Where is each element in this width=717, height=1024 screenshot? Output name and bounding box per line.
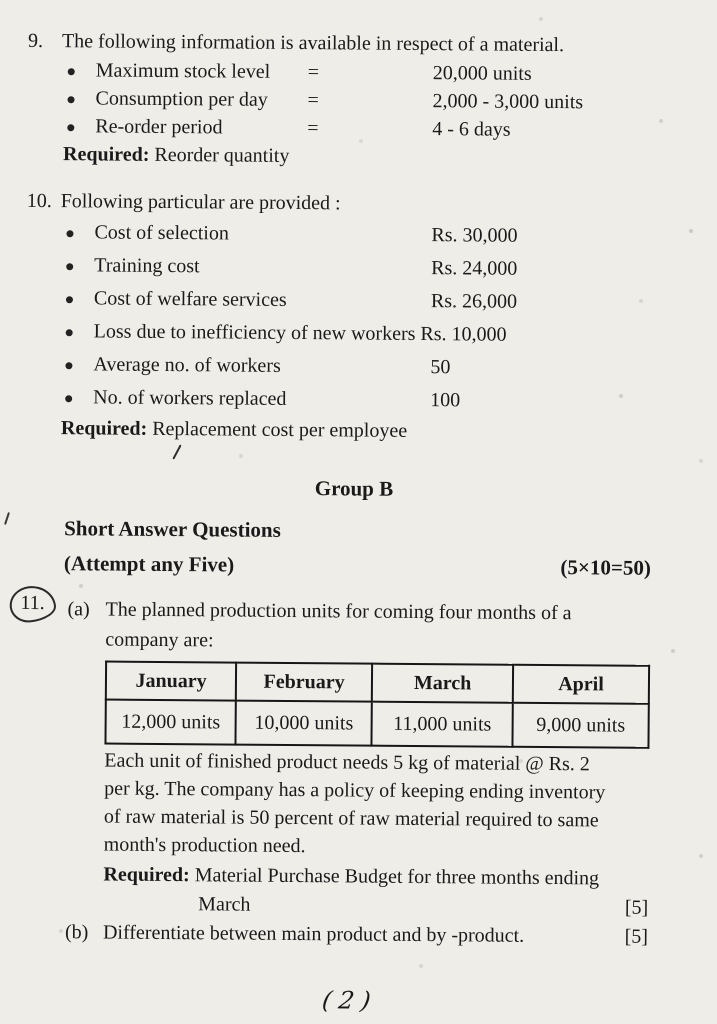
table-cell-march-units: 11,000 units xyxy=(372,702,514,747)
list-item xyxy=(60,216,685,254)
circled-question-number xyxy=(8,583,58,624)
equals-sign: = xyxy=(307,89,319,112)
part-a-intro-line1: The planned production units for coming four months of a xyxy=(105,598,572,625)
question-9-bullet-list xyxy=(61,56,687,145)
section-heading: Short Answer Questions xyxy=(64,516,281,542)
item-value: Rs. 24,000 xyxy=(431,257,518,280)
question-10-intro: Following particular are provided : xyxy=(60,190,341,215)
item-value: 20,000 units xyxy=(432,62,532,85)
required-text-line2: March xyxy=(198,893,251,916)
item-value: Rs. 26,000 xyxy=(430,290,518,313)
table-row xyxy=(105,700,648,748)
item-label: Loss due to inefficiency of new workers Rs. 10,000 xyxy=(93,320,507,346)
item-label: No. of workers replaced xyxy=(93,386,287,410)
item-value: 100 xyxy=(430,389,461,412)
required-label: Required: xyxy=(60,417,148,440)
list-item xyxy=(59,381,684,419)
table-header-march: March xyxy=(372,664,513,703)
paragraph-line: Each unit of finished product needs 5 kg of material @ Rs. 2 xyxy=(104,749,590,776)
question-9-intro: The following information is available in respect of a material. xyxy=(61,30,565,57)
table-header-february: February xyxy=(236,663,372,702)
question-11 xyxy=(20,591,683,951)
bullet-icon xyxy=(66,263,73,270)
list-item xyxy=(60,282,685,320)
paragraph-line: month's production need. xyxy=(103,833,306,858)
paragraph-line: per kg. The company has a policy of keeping ending inventory xyxy=(104,777,606,804)
list-item xyxy=(60,315,685,353)
item-value: 2,000 - 3,000 units xyxy=(432,90,584,114)
marks-scheme: (5×10=50) xyxy=(560,555,651,580)
table-cell-january-units: 12,000 units xyxy=(105,700,236,745)
question-10-required xyxy=(61,414,684,447)
item-label: Training cost xyxy=(94,254,200,278)
part-a-intro-line2: company are: xyxy=(105,628,214,652)
question-9-number: 9. xyxy=(27,29,44,53)
part-b-label: (b) xyxy=(64,921,89,944)
question-11-number: 11. xyxy=(20,591,45,615)
attempt-note: (Attempt any Five) xyxy=(63,551,235,577)
item-label: Average no. of workers xyxy=(93,353,281,377)
question-10-bullet-list xyxy=(59,216,686,419)
part-b-marks: [5] xyxy=(624,925,649,948)
list-item xyxy=(60,249,685,287)
table-cell-february-units: 10,000 units xyxy=(236,701,372,746)
bullet-icon xyxy=(68,68,75,75)
paragraph-line: of raw material is 50 percent of raw material required to same xyxy=(103,805,599,832)
table-header-row xyxy=(106,662,649,704)
part-b-text: Differentiate between main product and by -product. xyxy=(102,921,525,947)
required-text: Reorder quantity xyxy=(149,143,290,167)
bullet-icon xyxy=(65,362,72,369)
part-b-row xyxy=(65,918,648,951)
table-header-april: April xyxy=(513,665,649,704)
required-text: Replacement cost per employee xyxy=(147,417,408,442)
bullet-icon xyxy=(66,230,73,237)
part-a-paragraph xyxy=(104,747,682,864)
list-item xyxy=(59,348,684,386)
production-table xyxy=(104,661,650,749)
question-11-body xyxy=(65,594,683,951)
question-10-number: 10. xyxy=(26,189,52,213)
item-label: Cost of selection xyxy=(94,221,230,245)
bullet-icon xyxy=(68,96,75,103)
attempt-note-row xyxy=(64,548,651,583)
part-a-marks: [5] xyxy=(624,896,649,919)
table-cell-april-units: 9,000 units xyxy=(513,703,649,748)
group-b-title: Group B xyxy=(314,476,394,501)
item-value: Rs. 30,000 xyxy=(431,224,518,247)
item-label: Cost of welfare services xyxy=(93,287,287,311)
part-a-label: (a) xyxy=(67,598,90,621)
bullet-icon xyxy=(65,395,72,402)
part-a-required xyxy=(103,861,680,894)
item-value: 4 - 6 days xyxy=(432,118,511,141)
equals-sign: = xyxy=(307,61,320,84)
item-label: Maximum stock level xyxy=(95,59,271,83)
item-label: Consumption per day xyxy=(95,87,268,111)
item-value: 50 xyxy=(430,356,451,379)
question-10 xyxy=(25,186,686,447)
bullet-icon xyxy=(66,296,73,303)
bullet-icon xyxy=(67,124,74,131)
question-9 xyxy=(27,26,687,173)
part-a-required-line2 xyxy=(103,889,648,923)
required-label: Required: xyxy=(103,863,190,887)
question-9-required xyxy=(63,140,686,173)
part-a-intro-row xyxy=(67,594,682,629)
required-text: Material Purchase Budget for three months ending xyxy=(189,864,600,890)
item-label: Re-order period xyxy=(95,115,223,139)
table-header-january: January xyxy=(106,662,237,701)
page-number: (2) xyxy=(320,986,380,1015)
required-label: Required: xyxy=(63,143,150,166)
bullet-icon xyxy=(66,329,73,336)
equals-sign: = xyxy=(307,117,319,140)
